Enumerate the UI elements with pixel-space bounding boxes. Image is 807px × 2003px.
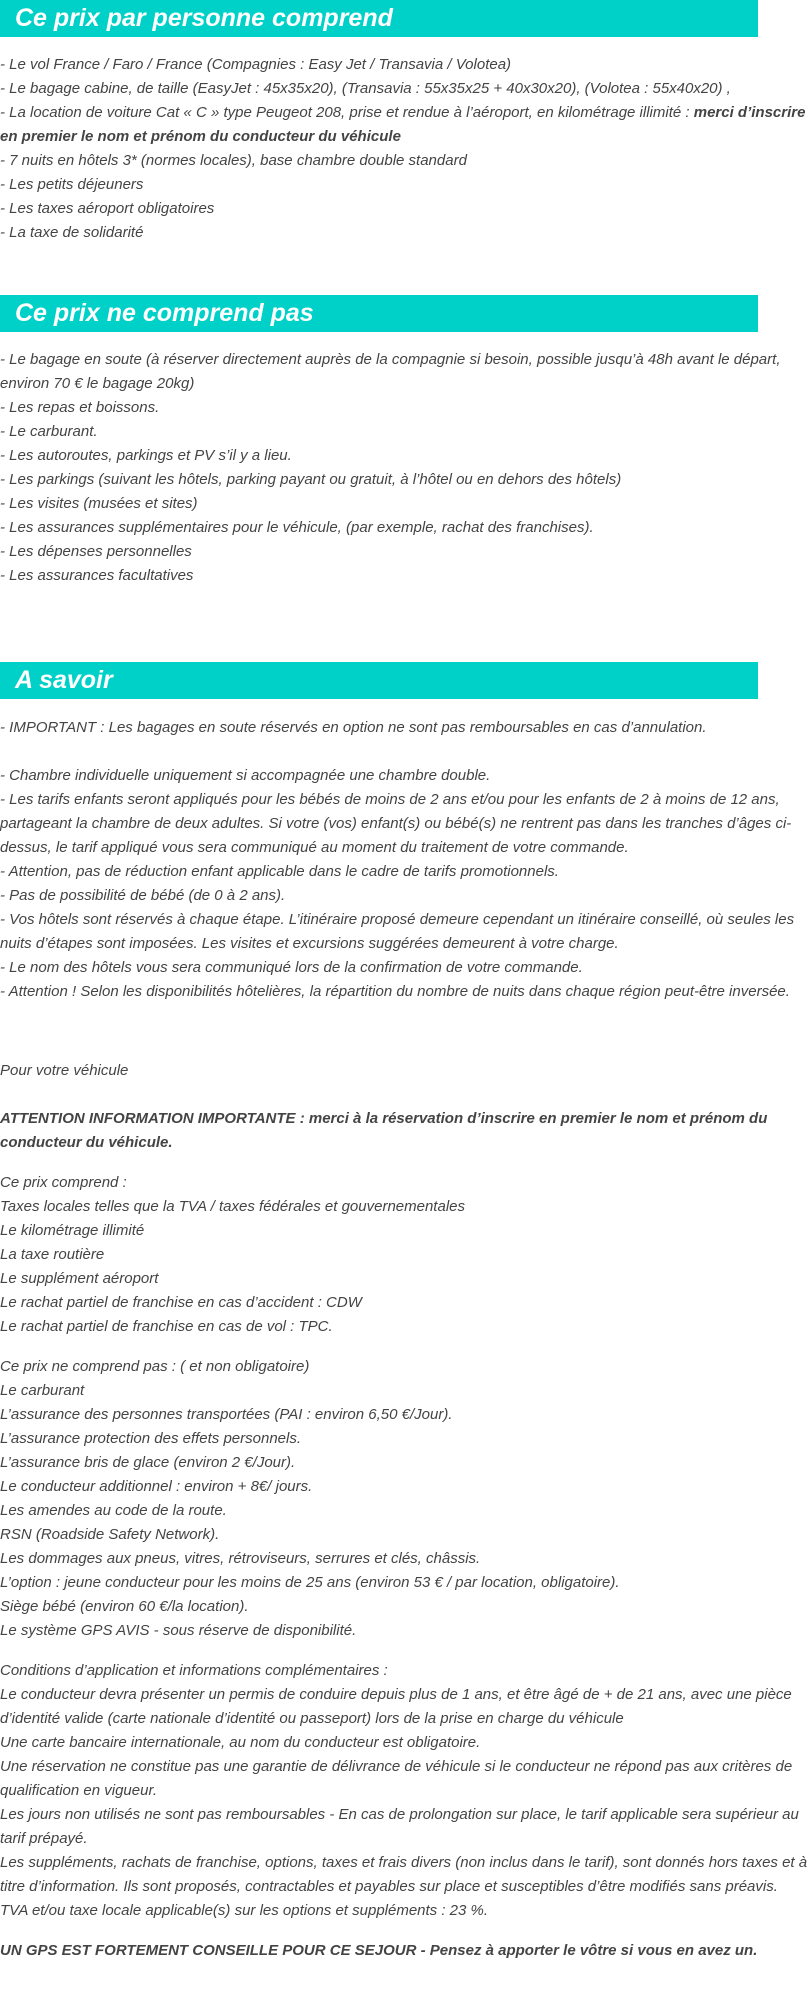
list-item: [0, 101, 806, 125]
list-item: Siège bébé (environ 60 €/la location).: [0, 1598, 249, 1615]
list-item: - Attention ! Selon les disponibilités hôtelières, la répartition du nombre de nuits dans chaque région peut-être inversée.: [0, 983, 790, 1000]
list-item: - Attention, pas de réduction enfant applicable dans le cadre de tarifs promotionnels.: [0, 863, 559, 880]
list-item: Le rachat partiel de franchise en cas d’accident : CDW: [0, 1294, 362, 1311]
list-item: qualification en vigueur.: [0, 1782, 158, 1799]
list-item: - Le carburant.: [0, 423, 98, 440]
list-item: - Le vol France / Faro / France (Compagnies : Easy Jet / Transavia / Volotea): [0, 56, 512, 73]
list-item: nuits d’étapes sont imposées. Les visites et excursions suggérées demeurent à votre charge.: [0, 935, 619, 952]
list-item: d’identité valide (carte nationale d’identité ou passeport) lors de la prise en charge du véhicule: [0, 1710, 624, 1727]
gps-warning: UN GPS EST FORTEMENT CONSEILLE POUR CE SEJOUR - Pensez à apporter le vôtre si vous en avez un.: [0, 1942, 758, 1959]
list-item: - Le bagage cabine, de taille (EasyJet : 45x35x20), (Transavia : 55x35x25 + 40x30x20), (Volotea : 55x40x20) ,: [0, 80, 731, 97]
vehicle-warning: ATTENTION INFORMATION IMPORTANTE : merci à la réservation d’inscrire en premier le nom et prénom du: [0, 1110, 768, 1127]
list-item: - Le nom des hôtels vous sera communiqué lors de la confirmation de votre commande.: [0, 959, 583, 976]
important-note: - IMPORTANT : Les bagages en soute réservés en option ne sont pas remboursables en cas d’annulation.: [0, 719, 707, 736]
section-title-info: A savoir: [0, 662, 758, 699]
list-item: - Les dépenses personnelles: [0, 543, 192, 560]
list-item: Le conducteur additionnel : environ + 8€/ jours.: [0, 1478, 313, 1495]
list-item: partageant la chambre de deux adultes. Si votre (vos) enfant(s) ou bébé(s) ne rentrent pas dans les tranches d’âges ci-: [0, 815, 792, 832]
list-item: Le kilométrage illimité: [0, 1222, 145, 1239]
vehicle-includes-heading: Ce prix comprend :: [0, 1174, 127, 1191]
list-item: - Les repas et boissons.: [0, 399, 160, 416]
list-item: - Vos hôtels sont réservés à chaque étape. L’itinéraire proposé demeure cependant un itinéraire conseillé, où seules les: [0, 911, 795, 928]
vehicle-intro: Pour votre véhicule: [0, 1062, 129, 1079]
excludes-list: [0, 348, 781, 588]
list-item: Les suppléments, rachats de franchise, options, taxes et frais divers (non inclus dans le tarif), sont donnés hors taxes et à: [0, 1854, 807, 1871]
list-item: - Les visites (musées et sites): [0, 495, 198, 512]
list-item: Les dommages aux pneus, vitres, rétroviseurs, serrures et clés, châssis.: [0, 1550, 481, 1567]
list-item: - Les assurances supplémentaires pour le véhicule, (par exemple, rachat des franchises).: [0, 519, 594, 536]
vehicle-block: [0, 1059, 807, 1963]
list-item: tarif prépayé.: [0, 1830, 88, 1847]
list-item: - Les petits déjeuners: [0, 176, 144, 193]
list-item: Les jours non utilisés ne sont pas remboursables - En cas de prolongation sur place, le tarif applicable sera supérieur au: [0, 1806, 799, 1823]
list-item: - Chambre individuelle uniquement si accompagnée une chambre double.: [0, 767, 491, 784]
info-block: [0, 716, 795, 1004]
list-item: L’assurance des personnes transportées (PAI : environ 6,50 €/Jour).: [0, 1406, 453, 1423]
list-item: Le système GPS AVIS - sous réserve de disponibilité.: [0, 1622, 357, 1639]
list-item: - Pas de possibilité de bébé (de 0 à 2 ans).: [0, 887, 286, 904]
list-item: L’assurance protection des effets personnels.: [0, 1430, 302, 1447]
list-item: - Les taxes aéroport obligatoires: [0, 200, 215, 217]
section-title-includes: Ce prix par personne comprend: [0, 0, 758, 37]
list-item: - 7 nuits en hôtels 3* (normes locales), base chambre double standard: [0, 152, 467, 169]
list-item-text: - La location de voiture Cat « C » type Peugeot 208, prise et rendue à l’aéroport, en kilométrage illimité :: [0, 104, 690, 121]
list-item: - Les autoroutes, parkings et PV s’il y a lieu.: [0, 447, 292, 464]
list-item-emphasis: en premier le nom et prénom du conducteur du véhicule: [0, 128, 401, 145]
conditions-heading: Conditions d’application et informations complémentaires :: [0, 1662, 388, 1679]
list-item: Les amendes au code de la route.: [0, 1502, 227, 1519]
list-item: Le supplément aéroport: [0, 1270, 159, 1287]
list-item: - Les assurances facultatives: [0, 567, 194, 584]
list-item: - Le bagage en soute (à réserver directement auprès de la compagnie si besoin, possible jusqu’à 48h avant le départ,: [0, 351, 781, 368]
list-item: La taxe routière: [0, 1246, 105, 1263]
list-item: - Les tarifs enfants seront appliqués pour les bébés de moins de 2 ans et/ou pour les enfants de 2 à moins de 12 ans,: [0, 791, 780, 808]
list-item: Le carburant: [0, 1382, 85, 1399]
list-item: L’option : jeune conducteur pour les moins de 25 ans (environ 53 € / par location, obligatoire).: [0, 1574, 620, 1591]
list-item: Une carte bancaire internationale, au nom du conducteur est obligatoire.: [0, 1734, 481, 1751]
list-item: RSN (Roadside Safety Network).: [0, 1526, 220, 1543]
list-item: - La taxe de solidarité: [0, 224, 144, 241]
includes-list: [0, 53, 806, 245]
list-item: Une réservation ne constitue pas une garantie de délivrance de véhicule si le conducteur ne répond pas aux critères de: [0, 1758, 793, 1775]
list-item: Taxes locales telles que la TVA / taxes fédérales et gouvernementales: [0, 1198, 465, 1215]
section-title-excludes: Ce prix ne comprend pas: [0, 295, 758, 332]
list-item: L’assurance bris de glace (environ 2 €/Jour).: [0, 1454, 296, 1471]
list-item: titre d’information. Ils sont proposés, contractables et payables sur place et susceptibles d’être modifiés sans préavis.: [0, 1878, 778, 1895]
list-item: Le conducteur devra présenter un permis de conduire depuis plus de 1 ans, et être âgé de + de 21 ans, avec une pièce: [0, 1686, 792, 1703]
list-item-emphasis: merci d’inscrire: [693, 104, 806, 121]
vehicle-excludes-heading: Ce prix ne comprend pas : ( et non obligatoire): [0, 1358, 310, 1375]
list-item: Le rachat partiel de franchise en cas de vol : TPC.: [0, 1318, 333, 1335]
list-item: dessus, le tarif appliqué vous sera communiqué au moment du traitement de votre commande.: [0, 839, 629, 856]
list-item: TVA et/ou taxe locale applicable(s) sur les options et suppléments : 23 %.: [0, 1902, 489, 1919]
list-item: - Les parkings (suivant les hôtels, parking payant ou gratuit, à l’hôtel ou en dehors des hôtels): [0, 471, 622, 488]
list-item: environ 70 € le bagage 20kg): [0, 375, 195, 392]
vehicle-warning: conducteur du véhicule.: [0, 1134, 173, 1151]
